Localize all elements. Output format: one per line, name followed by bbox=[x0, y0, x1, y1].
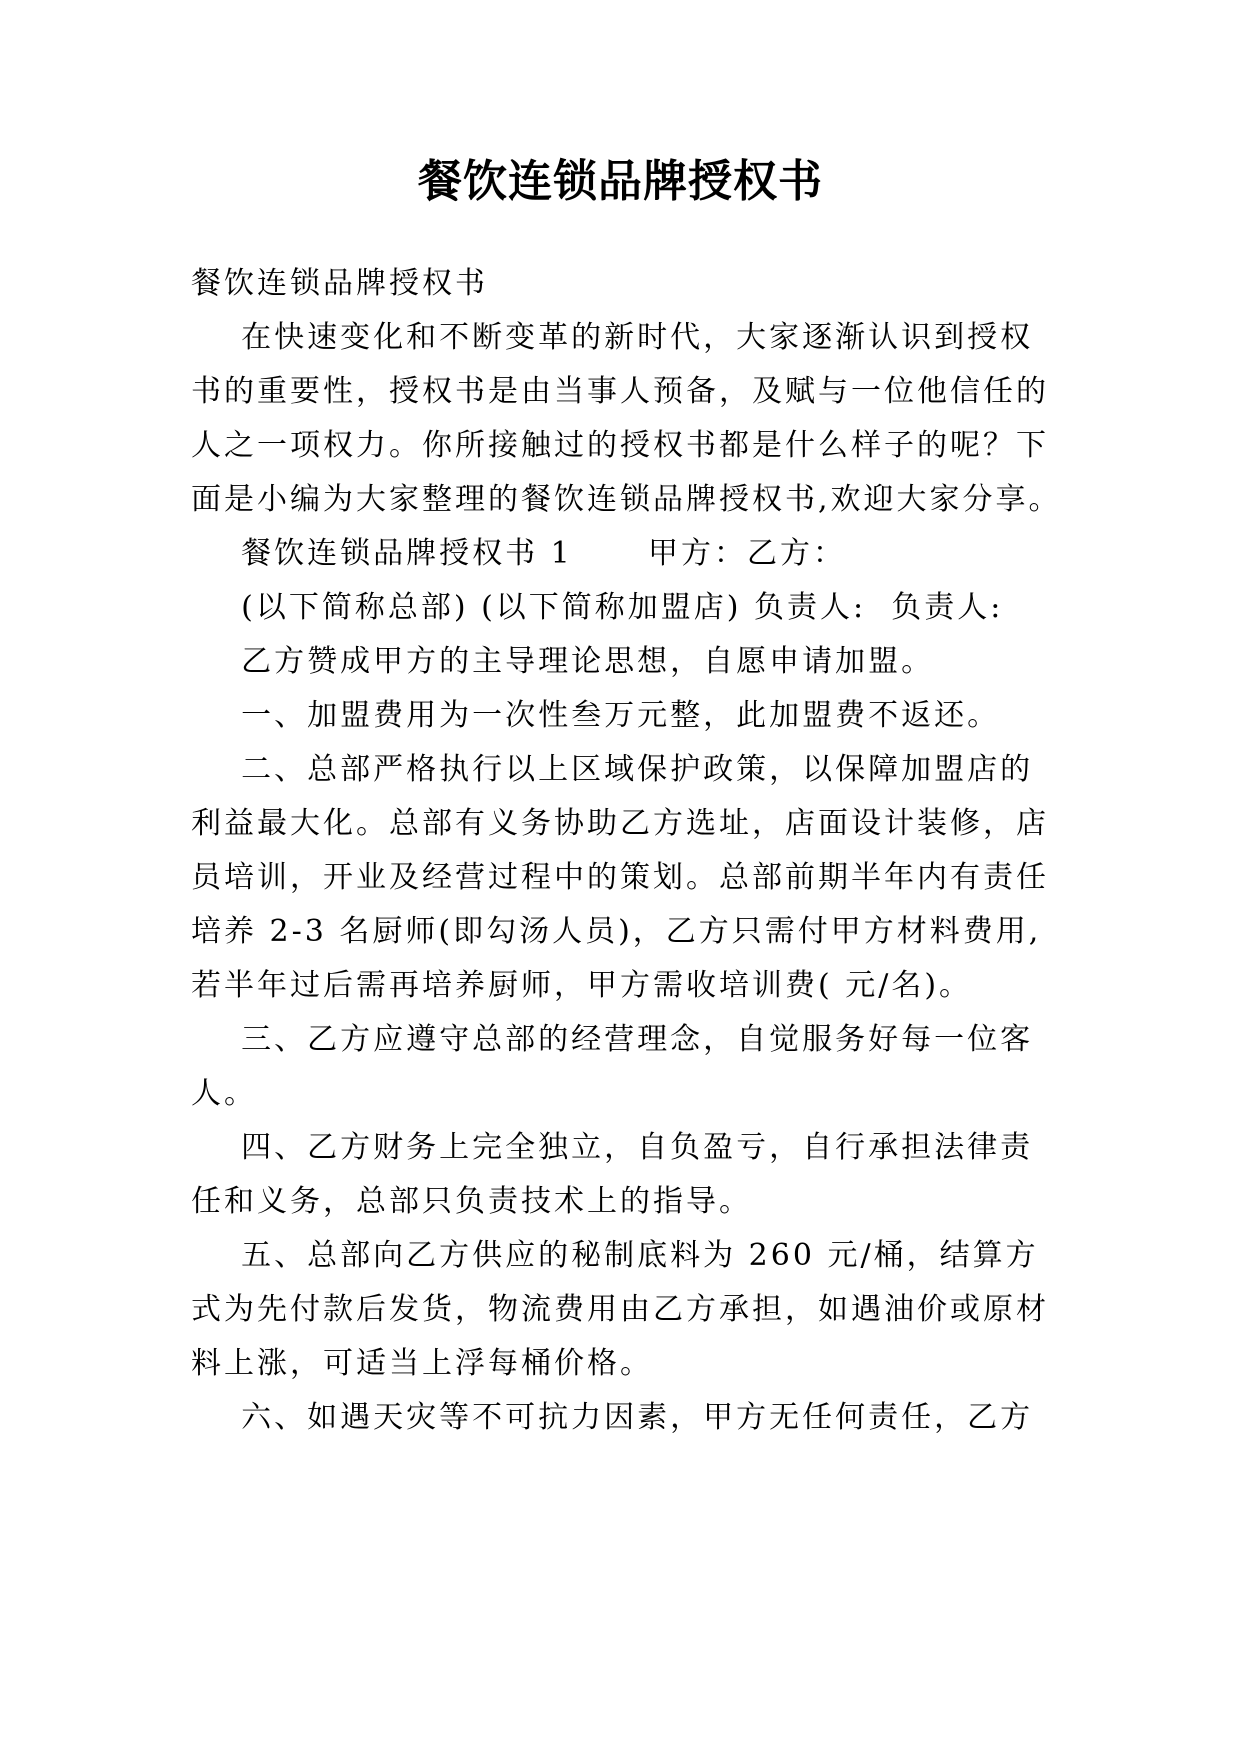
body-line: (以下简称总部) (以下简称加盟店) 负责人: 负责人: bbox=[191, 590, 1004, 625]
body-line: 乙方赞成甲方的主导理论思想，自愿申请加盟。 bbox=[191, 644, 935, 679]
body-line: 料上涨，可适当上浮每桶价格。 bbox=[191, 1346, 653, 1381]
body-line: 利益最大化。总部有义务协助乙方选址，店面设计装修，店 bbox=[191, 806, 1049, 841]
body-line: 一、加盟费用为一次性叁万元整，此加盟费不返还。 bbox=[191, 698, 1001, 733]
body-line: 面是小编为大家整理的餐饮连锁品牌授权书,欢迎大家分享。 bbox=[191, 482, 1062, 517]
body-line: 式为先付款后发货，物流费用由乙方承担，如遇油价或原材 bbox=[191, 1292, 1049, 1327]
body-line: 书的重要性，授权书是由当事人预备，及赋与一位他信任的 bbox=[191, 374, 1049, 409]
body-line: 三、乙方应遵守总部的经营理念，自觉服务好每一位客 bbox=[191, 1022, 1034, 1057]
body-line: 五、总部向乙方供应的秘制底料为 260 元/桶，结算方 bbox=[191, 1238, 1039, 1273]
body-line: 培养 2-3 名厨师(即勾汤人员)，乙方只需付甲方材料费用, bbox=[191, 914, 1042, 949]
body-line: 若半年过后需再培养厨师，甲方需收培训费( 元/名)。 bbox=[191, 968, 973, 1003]
body-line: 餐饮连锁品牌授权书 1 甲方：乙方： bbox=[191, 536, 846, 571]
body-line: 四、乙方财务上完全独立，自负盈亏，自行承担法律责 bbox=[191, 1130, 1034, 1165]
body-line: 任和义务，总部只负责技术上的指导。 bbox=[191, 1184, 752, 1219]
document-title: 餐饮连锁品牌授权书 bbox=[418, 156, 823, 207]
body-line: 人。 bbox=[191, 1076, 257, 1111]
body-line: 二、总部严格执行以上区域保护政策，以保障加盟店的 bbox=[191, 752, 1034, 787]
body-line: 餐饮连锁品牌授权书 bbox=[191, 266, 488, 301]
body-line: 员培训，开业及经营过程中的策划。总部前期半年内有责任 bbox=[191, 860, 1049, 895]
body-line: 人之一项权力。你所接触过的授权书都是什么样子的呢？下 bbox=[191, 428, 1049, 463]
body-line: 六、如遇天灾等不可抗力因素，甲方无任何责任，乙方 bbox=[191, 1400, 1034, 1435]
body-line: 在快速变化和不断变革的新时代，大家逐渐认识到授权 bbox=[191, 320, 1034, 355]
